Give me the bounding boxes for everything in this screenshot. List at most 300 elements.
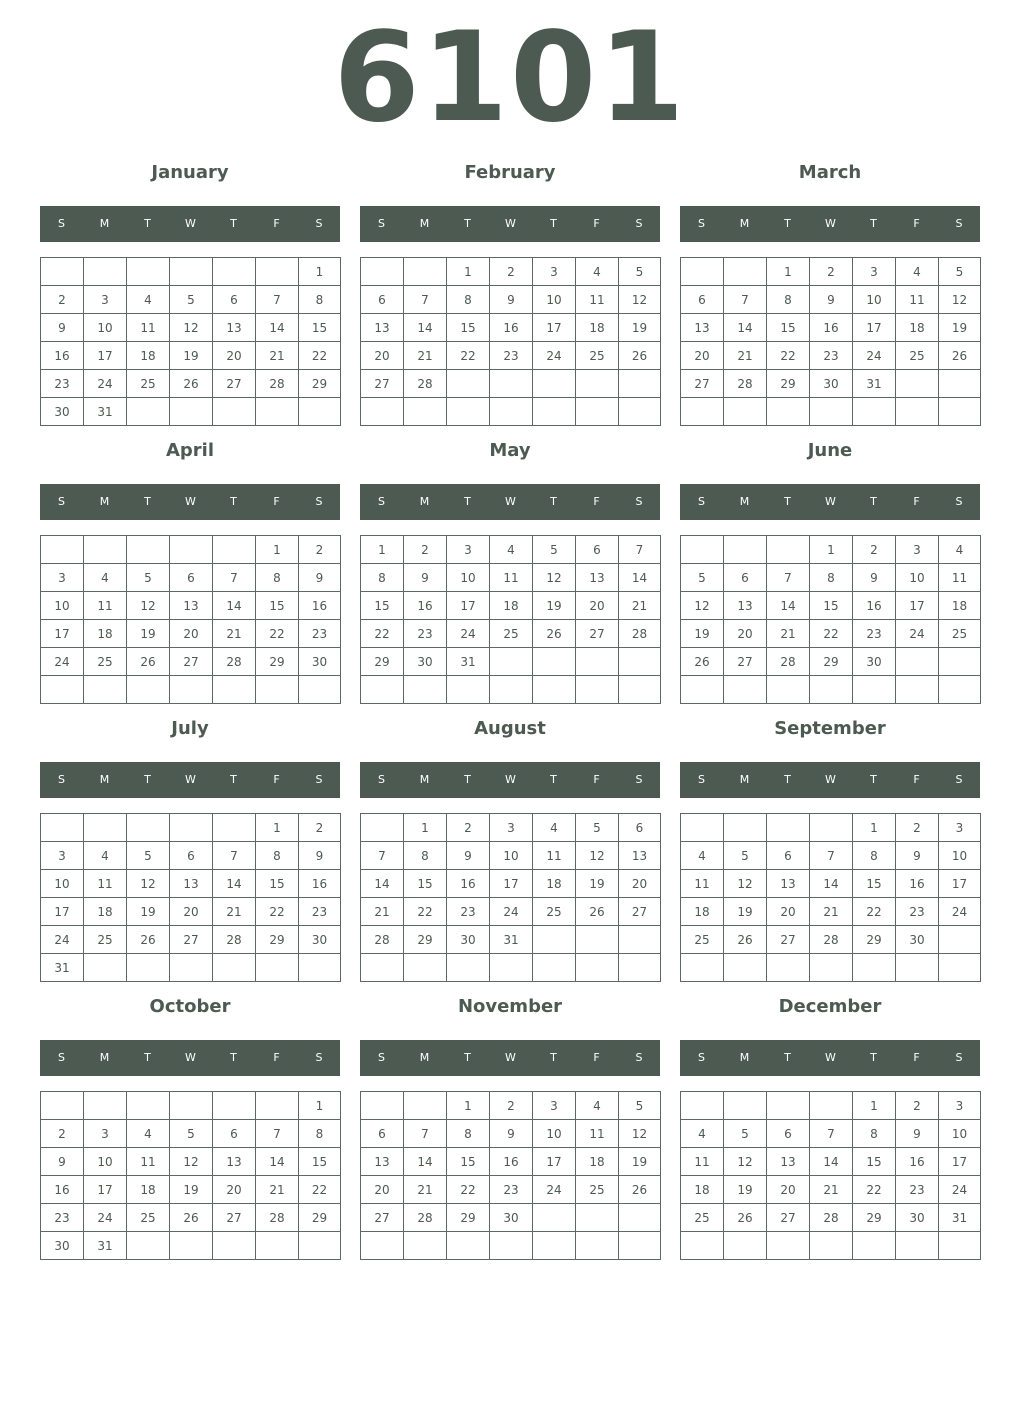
day-cell: 15 bbox=[853, 1148, 896, 1176]
empty-cell bbox=[853, 954, 896, 982]
empty-cell bbox=[853, 1232, 896, 1260]
weekday-label: S bbox=[698, 773, 705, 786]
month-february bbox=[360, 158, 660, 426]
weekday-header bbox=[360, 206, 660, 242]
empty-cell bbox=[170, 1232, 213, 1260]
day-cell: 10 bbox=[896, 564, 939, 592]
empty-cell bbox=[767, 676, 810, 704]
day-cell: 26 bbox=[576, 898, 619, 926]
day-cell: 16 bbox=[41, 1176, 84, 1204]
empty-cell bbox=[256, 1092, 299, 1120]
day-grid bbox=[680, 1091, 981, 1260]
day-cell: 8 bbox=[853, 1120, 896, 1148]
empty-cell bbox=[681, 814, 724, 842]
day-cell: 12 bbox=[127, 870, 170, 898]
empty-cell bbox=[724, 398, 767, 426]
day-cell: 5 bbox=[127, 842, 170, 870]
day-cell: 2 bbox=[490, 1092, 533, 1120]
empty-cell bbox=[213, 1232, 256, 1260]
day-cell: 29 bbox=[853, 926, 896, 954]
day-cell: 26 bbox=[681, 648, 724, 676]
day-cell: 27 bbox=[170, 648, 213, 676]
day-cell: 6 bbox=[213, 286, 256, 314]
day-cell: 11 bbox=[127, 1148, 170, 1176]
day-cell: 22 bbox=[361, 620, 404, 648]
empty-cell bbox=[404, 954, 447, 982]
day-cell: 7 bbox=[767, 564, 810, 592]
day-cell: 17 bbox=[853, 314, 896, 342]
day-cell: 25 bbox=[681, 1204, 724, 1232]
day-cell: 26 bbox=[127, 648, 170, 676]
empty-cell bbox=[299, 398, 341, 426]
day-cell: 1 bbox=[404, 814, 447, 842]
day-cell: 9 bbox=[41, 1148, 84, 1176]
week-row bbox=[681, 1120, 981, 1148]
day-cell: 1 bbox=[256, 814, 299, 842]
day-cell: 6 bbox=[767, 842, 810, 870]
empty-cell bbox=[41, 676, 84, 704]
day-cell: 25 bbox=[681, 926, 724, 954]
day-cell: 24 bbox=[939, 1176, 981, 1204]
week-row bbox=[41, 648, 341, 676]
day-cell: 14 bbox=[256, 314, 299, 342]
empty-cell bbox=[810, 814, 853, 842]
weekday-label: S bbox=[635, 773, 643, 786]
day-cell: 22 bbox=[853, 898, 896, 926]
week-row bbox=[361, 314, 661, 342]
day-cell: 14 bbox=[810, 1148, 853, 1176]
empty-cell bbox=[127, 398, 170, 426]
day-cell: 6 bbox=[724, 564, 767, 592]
weekday-label: T bbox=[870, 773, 877, 786]
day-cell: 17 bbox=[84, 1176, 127, 1204]
day-cell: 16 bbox=[896, 1148, 939, 1176]
weekday-label: T bbox=[464, 217, 471, 230]
day-cell: 1 bbox=[853, 814, 896, 842]
weekday-label: T bbox=[464, 773, 471, 786]
week-row bbox=[41, 1148, 341, 1176]
day-cell: 13 bbox=[361, 314, 404, 342]
empty-cell bbox=[767, 954, 810, 982]
day-cell: 18 bbox=[490, 592, 533, 620]
empty-cell bbox=[84, 1092, 127, 1120]
day-cell: 4 bbox=[127, 1120, 170, 1148]
weekday-label: M bbox=[99, 495, 110, 508]
day-cell: 18 bbox=[939, 592, 981, 620]
week-row bbox=[41, 564, 341, 592]
day-grid bbox=[40, 813, 341, 982]
empty-cell bbox=[533, 926, 576, 954]
day-cell: 29 bbox=[767, 370, 810, 398]
empty-cell bbox=[619, 1204, 661, 1232]
week-row bbox=[41, 342, 341, 370]
month-name: January bbox=[151, 162, 229, 183]
day-cell: 14 bbox=[810, 870, 853, 898]
day-cell: 28 bbox=[724, 370, 767, 398]
day-cell: 5 bbox=[576, 814, 619, 842]
day-cell: 23 bbox=[490, 342, 533, 370]
day-cell: 18 bbox=[127, 342, 170, 370]
day-cell: 4 bbox=[84, 564, 127, 592]
day-cell: 26 bbox=[619, 342, 661, 370]
day-cell: 5 bbox=[170, 286, 213, 314]
weekday-label: T bbox=[550, 495, 557, 508]
day-cell: 19 bbox=[127, 620, 170, 648]
day-cell: 10 bbox=[490, 842, 533, 870]
day-grid bbox=[40, 257, 341, 426]
empty-cell bbox=[490, 370, 533, 398]
day-cell: 15 bbox=[256, 592, 299, 620]
month-name: May bbox=[489, 440, 531, 461]
empty-cell bbox=[939, 1232, 981, 1260]
day-cell: 23 bbox=[41, 370, 84, 398]
day-cell: 13 bbox=[724, 592, 767, 620]
weekday-label: T bbox=[550, 1051, 557, 1064]
day-cell: 6 bbox=[619, 814, 661, 842]
day-cell: 25 bbox=[127, 370, 170, 398]
empty-cell bbox=[256, 398, 299, 426]
day-cell: 3 bbox=[490, 814, 533, 842]
day-cell: 27 bbox=[361, 1204, 404, 1232]
day-cell: 20 bbox=[213, 1176, 256, 1204]
day-cell: 3 bbox=[533, 258, 576, 286]
week-row bbox=[41, 1120, 341, 1148]
weekday-label: M bbox=[99, 1051, 110, 1064]
day-cell: 29 bbox=[256, 648, 299, 676]
day-cell: 26 bbox=[533, 620, 576, 648]
day-cell: 27 bbox=[619, 898, 661, 926]
weekday-label: F bbox=[913, 495, 920, 508]
week-row bbox=[361, 1148, 661, 1176]
weekday-header bbox=[360, 1040, 660, 1076]
empty-cell bbox=[724, 1092, 767, 1120]
day-cell: 11 bbox=[84, 592, 127, 620]
day-cell: 3 bbox=[41, 564, 84, 592]
empty-cell bbox=[170, 954, 213, 982]
empty-cell bbox=[404, 676, 447, 704]
month-name: December bbox=[778, 996, 882, 1017]
day-cell: 10 bbox=[41, 870, 84, 898]
day-cell: 9 bbox=[853, 564, 896, 592]
empty-cell bbox=[170, 676, 213, 704]
weekday-header bbox=[40, 484, 340, 520]
day-cell: 29 bbox=[810, 648, 853, 676]
day-cell: 13 bbox=[213, 314, 256, 342]
empty-cell bbox=[490, 954, 533, 982]
day-cell: 1 bbox=[299, 258, 341, 286]
week-row bbox=[41, 814, 341, 842]
empty-cell bbox=[896, 954, 939, 982]
day-cell: 27 bbox=[213, 1204, 256, 1232]
week-row bbox=[681, 898, 981, 926]
empty-cell bbox=[127, 954, 170, 982]
day-cell: 5 bbox=[619, 258, 661, 286]
empty-cell bbox=[939, 954, 981, 982]
day-cell: 30 bbox=[299, 648, 341, 676]
day-cell: 26 bbox=[724, 926, 767, 954]
day-cell: 9 bbox=[490, 286, 533, 314]
empty-cell bbox=[533, 370, 576, 398]
empty-cell bbox=[576, 1204, 619, 1232]
weekday-header bbox=[360, 762, 660, 798]
day-cell: 11 bbox=[576, 1120, 619, 1148]
day-cell: 7 bbox=[810, 842, 853, 870]
day-cell: 21 bbox=[767, 620, 810, 648]
day-cell: 16 bbox=[810, 314, 853, 342]
empty-cell bbox=[256, 1232, 299, 1260]
day-cell: 17 bbox=[896, 592, 939, 620]
day-grid bbox=[360, 535, 661, 704]
day-cell: 3 bbox=[84, 1120, 127, 1148]
empty-cell bbox=[490, 648, 533, 676]
week-row bbox=[361, 620, 661, 648]
day-cell: 6 bbox=[170, 564, 213, 592]
day-cell: 2 bbox=[853, 536, 896, 564]
day-cell: 8 bbox=[361, 564, 404, 592]
day-cell: 22 bbox=[404, 898, 447, 926]
weekday-label: T bbox=[144, 495, 151, 508]
day-cell: 7 bbox=[256, 1120, 299, 1148]
day-cell: 19 bbox=[170, 342, 213, 370]
day-cell: 30 bbox=[810, 370, 853, 398]
weekday-label: T bbox=[870, 495, 877, 508]
day-cell: 1 bbox=[447, 1092, 490, 1120]
day-cell: 14 bbox=[619, 564, 661, 592]
day-cell: 12 bbox=[619, 1120, 661, 1148]
day-cell: 12 bbox=[170, 1148, 213, 1176]
day-grid bbox=[360, 813, 661, 982]
weekday-label: S bbox=[635, 495, 643, 508]
day-grid bbox=[680, 257, 981, 426]
week-row bbox=[41, 1204, 341, 1232]
empty-cell bbox=[447, 398, 490, 426]
day-cell: 15 bbox=[404, 870, 447, 898]
empty-cell bbox=[619, 1232, 661, 1260]
day-cell: 4 bbox=[490, 536, 533, 564]
week-row bbox=[41, 592, 341, 620]
week-row bbox=[41, 954, 341, 982]
day-cell: 4 bbox=[576, 258, 619, 286]
empty-cell bbox=[619, 926, 661, 954]
empty-cell bbox=[576, 370, 619, 398]
day-cell: 20 bbox=[170, 898, 213, 926]
empty-cell bbox=[84, 536, 127, 564]
week-row bbox=[681, 814, 981, 842]
week-row bbox=[361, 342, 661, 370]
weekday-label: T bbox=[784, 773, 791, 786]
weekday-header bbox=[680, 1040, 980, 1076]
empty-cell bbox=[810, 676, 853, 704]
day-cell: 21 bbox=[256, 1176, 299, 1204]
day-cell: 21 bbox=[404, 1176, 447, 1204]
day-cell: 2 bbox=[41, 286, 84, 314]
weekday-label: F bbox=[273, 217, 280, 230]
weekday-label: F bbox=[593, 1051, 600, 1064]
empty-cell bbox=[619, 398, 661, 426]
empty-cell bbox=[170, 1092, 213, 1120]
week-row bbox=[681, 870, 981, 898]
day-cell: 2 bbox=[896, 1092, 939, 1120]
week-row bbox=[681, 342, 981, 370]
day-cell: 30 bbox=[490, 1204, 533, 1232]
empty-cell bbox=[681, 258, 724, 286]
day-cell: 25 bbox=[896, 342, 939, 370]
weekday-label: S bbox=[378, 1051, 385, 1064]
week-row bbox=[361, 842, 661, 870]
month-march bbox=[680, 158, 980, 426]
weekday-label: W bbox=[185, 217, 196, 230]
day-cell: 2 bbox=[41, 1120, 84, 1148]
weekday-label: W bbox=[505, 217, 516, 230]
day-cell: 12 bbox=[724, 870, 767, 898]
day-cell: 22 bbox=[256, 898, 299, 926]
day-cell: 11 bbox=[533, 842, 576, 870]
day-cell: 31 bbox=[939, 1204, 981, 1232]
month-name: November bbox=[457, 996, 563, 1017]
day-cell: 10 bbox=[447, 564, 490, 592]
empty-cell bbox=[724, 676, 767, 704]
day-cell: 22 bbox=[767, 342, 810, 370]
day-cell: 1 bbox=[361, 536, 404, 564]
day-cell: 2 bbox=[299, 814, 341, 842]
empty-cell bbox=[299, 676, 341, 704]
day-cell: 21 bbox=[619, 592, 661, 620]
empty-cell bbox=[170, 398, 213, 426]
weekday-label: M bbox=[419, 773, 430, 786]
day-cell: 25 bbox=[127, 1204, 170, 1232]
day-cell: 21 bbox=[810, 898, 853, 926]
month-name: March bbox=[798, 162, 862, 183]
empty-cell bbox=[256, 258, 299, 286]
day-cell: 18 bbox=[84, 620, 127, 648]
day-cell: 2 bbox=[490, 258, 533, 286]
day-cell: 20 bbox=[576, 592, 619, 620]
day-cell: 31 bbox=[41, 954, 84, 982]
week-row bbox=[41, 286, 341, 314]
empty-cell bbox=[299, 954, 341, 982]
weekday-label: S bbox=[378, 217, 385, 230]
weekday-label: T bbox=[784, 217, 791, 230]
empty-cell bbox=[681, 398, 724, 426]
day-cell: 9 bbox=[896, 1120, 939, 1148]
weekday-label: T bbox=[550, 217, 557, 230]
day-cell: 6 bbox=[170, 842, 213, 870]
day-cell: 13 bbox=[681, 314, 724, 342]
day-cell: 22 bbox=[299, 1176, 341, 1204]
empty-cell bbox=[361, 954, 404, 982]
day-grid bbox=[680, 535, 981, 704]
weekday-label: T bbox=[230, 1051, 237, 1064]
empty-cell bbox=[681, 1232, 724, 1260]
weekday-label: S bbox=[698, 217, 705, 230]
week-row bbox=[361, 926, 661, 954]
day-cell: 11 bbox=[576, 286, 619, 314]
month-may bbox=[360, 436, 660, 704]
day-cell: 12 bbox=[724, 1148, 767, 1176]
day-cell: 14 bbox=[404, 314, 447, 342]
day-cell: 28 bbox=[213, 926, 256, 954]
month-april bbox=[40, 436, 340, 704]
weekday-label: W bbox=[185, 773, 196, 786]
day-cell: 23 bbox=[896, 1176, 939, 1204]
weekday-label: T bbox=[230, 495, 237, 508]
day-cell: 14 bbox=[256, 1148, 299, 1176]
day-cell: 13 bbox=[619, 842, 661, 870]
day-cell: 9 bbox=[41, 314, 84, 342]
day-cell: 21 bbox=[213, 898, 256, 926]
day-cell: 7 bbox=[213, 842, 256, 870]
empty-cell bbox=[576, 676, 619, 704]
weekday-label: W bbox=[825, 495, 836, 508]
day-cell: 16 bbox=[896, 870, 939, 898]
empty-cell bbox=[41, 814, 84, 842]
week-row bbox=[681, 370, 981, 398]
day-cell: 25 bbox=[84, 648, 127, 676]
empty-cell bbox=[767, 814, 810, 842]
empty-cell bbox=[939, 398, 981, 426]
day-cell: 29 bbox=[853, 1204, 896, 1232]
day-cell: 24 bbox=[533, 342, 576, 370]
day-cell: 25 bbox=[939, 620, 981, 648]
day-cell: 4 bbox=[533, 814, 576, 842]
week-row bbox=[361, 1232, 661, 1260]
day-cell: 28 bbox=[404, 370, 447, 398]
weekday-label: S bbox=[315, 773, 323, 786]
month-august bbox=[360, 714, 660, 982]
day-cell: 24 bbox=[853, 342, 896, 370]
weekday-label: W bbox=[185, 1051, 196, 1064]
weekday-label: M bbox=[739, 773, 750, 786]
day-cell: 22 bbox=[256, 620, 299, 648]
weekday-label: W bbox=[825, 1051, 836, 1064]
day-cell: 12 bbox=[681, 592, 724, 620]
day-cell: 28 bbox=[767, 648, 810, 676]
week-row bbox=[41, 926, 341, 954]
day-cell: 28 bbox=[256, 370, 299, 398]
week-row bbox=[681, 1092, 981, 1120]
day-cell: 2 bbox=[299, 536, 341, 564]
day-cell: 24 bbox=[84, 1204, 127, 1232]
weekday-label: S bbox=[955, 217, 963, 230]
empty-cell bbox=[724, 954, 767, 982]
day-cell: 13 bbox=[576, 564, 619, 592]
day-cell: 12 bbox=[170, 314, 213, 342]
day-cell: 21 bbox=[213, 620, 256, 648]
day-cell: 27 bbox=[767, 1204, 810, 1232]
empty-cell bbox=[170, 536, 213, 564]
empty-cell bbox=[853, 398, 896, 426]
empty-cell bbox=[939, 648, 981, 676]
empty-cell bbox=[447, 1232, 490, 1260]
day-cell: 1 bbox=[447, 258, 490, 286]
day-cell: 2 bbox=[810, 258, 853, 286]
weekday-label: T bbox=[464, 1051, 471, 1064]
day-cell: 28 bbox=[256, 1204, 299, 1232]
empty-cell bbox=[533, 1232, 576, 1260]
weekday-label: S bbox=[378, 495, 385, 508]
day-cell: 9 bbox=[810, 286, 853, 314]
day-cell: 16 bbox=[404, 592, 447, 620]
weekday-label: M bbox=[739, 217, 750, 230]
day-cell: 17 bbox=[447, 592, 490, 620]
day-cell: 3 bbox=[939, 814, 981, 842]
day-cell: 8 bbox=[810, 564, 853, 592]
day-cell: 3 bbox=[853, 258, 896, 286]
weekday-label: W bbox=[825, 217, 836, 230]
empty-cell bbox=[84, 954, 127, 982]
week-row bbox=[41, 536, 341, 564]
month-name: July bbox=[171, 718, 209, 739]
